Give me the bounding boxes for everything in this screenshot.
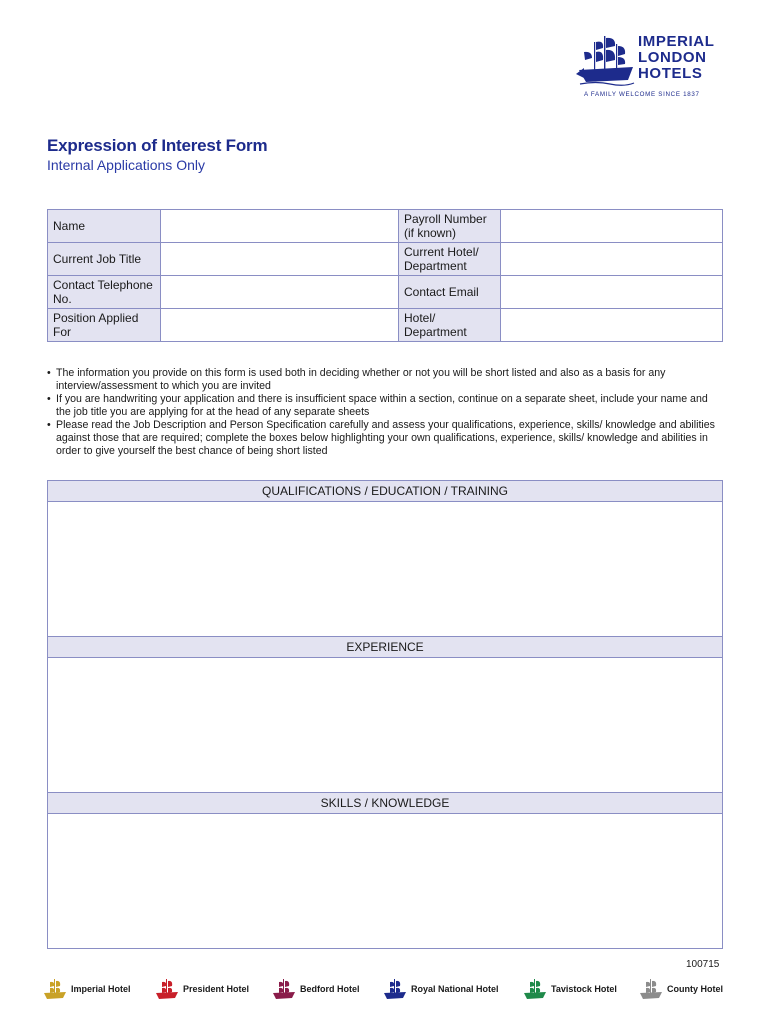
brand-name: County Hotel [667,984,723,994]
brand-royal-national-hotel [382,976,499,1002]
current-job-title-label: Current Job Title [48,243,161,276]
instructions-list [47,367,722,458]
hotel-department-label: Hotel/ Department [399,309,501,342]
qualifications-section [47,480,723,637]
contact-email-field[interactable] [501,276,723,309]
current-hotel-field[interactable] [501,243,723,276]
position-applied-label: Position Applied For [48,309,161,342]
brand-name: Imperial Hotel [71,984,131,994]
brand-name: President Hotel [183,984,250,994]
ship-icon [154,977,180,1001]
hotel-brands-footer [42,976,742,1006]
form-code: 100715 [686,959,720,970]
name-label: Name [48,210,161,243]
form-subtitle: Internal Applications Only [47,157,205,173]
experience-section [47,636,723,793]
table-row [48,276,723,309]
logo-line-3: HOTELS [638,65,703,82]
payroll-number-label: Payroll Number (if known) [399,210,501,243]
imperial-london-hotels-logo [576,34,726,102]
logo-wordmark [638,34,714,82]
ship-icon [42,977,68,1001]
skills-heading: SKILLS / KNOWLEDGE [48,793,722,814]
name-field[interactable] [161,210,399,243]
brand-name: Bedford Hotel [300,984,360,994]
experience-heading: EXPERIENCE [48,637,722,658]
brand-county-hotel [638,976,723,1002]
applicant-details-table [47,209,723,342]
experience-textarea[interactable] [48,658,722,792]
ship-icon [638,977,664,1001]
ship-icon [576,34,636,86]
logo-line-1: IMPERIAL [638,33,715,50]
contact-email-label: Contact Email [399,276,501,309]
brand-bedford-hotel [271,976,360,1002]
hotel-department-field[interactable] [501,309,723,342]
payroll-number-field[interactable] [501,210,723,243]
ship-icon [271,977,297,1001]
logo-tagline: A FAMILY WELCOME SINCE 1837 [584,91,700,98]
contact-telephone-label: Contact Telephone No. [48,276,161,309]
list-item: • The information you provide on this form is used both in deciding whether or not you will be short listed and also as a basis for any interview/assessment to which you are invited [47,367,722,393]
skills-textarea[interactable] [48,814,722,948]
ship-icon [522,977,548,1001]
list-item: • If you are handwriting your application and there is insufficient space within a section, continue on a separate sheet, include your name and the job title you are applying for at the head of any separate sheets [47,393,722,419]
brand-name: Tavistock Hotel [551,984,617,994]
current-job-title-field[interactable] [161,243,399,276]
contact-telephone-field[interactable] [161,276,399,309]
ship-icon [382,977,408,1001]
position-applied-field[interactable] [161,309,399,342]
qualifications-heading: QUALIFICATIONS / EDUCATION / TRAINING [48,481,722,502]
current-hotel-label: Current Hotel/ Department [399,243,501,276]
table-row [48,243,723,276]
brand-imperial-hotel [42,976,131,1002]
table-row [48,210,723,243]
table-row [48,309,723,342]
brand-name: Royal National Hotel [411,984,499,994]
skills-section [47,792,723,949]
brand-tavistock-hotel [522,976,617,1002]
list-item: • Please read the Job Description and Person Specification carefully and assess your qualifications, experience, skills/ knowledge and abilities against those that are required; complete the boxes below highlighting your own qualifications, experience, skills/ knowledge and abilities in order to give yourself the best chance of being short listed [47,419,722,458]
form-title: Expression of Interest Form [47,136,268,155]
qualifications-textarea[interactable] [48,502,722,636]
brand-president-hotel [154,976,249,1002]
logo-line-2: LONDON [638,49,707,66]
